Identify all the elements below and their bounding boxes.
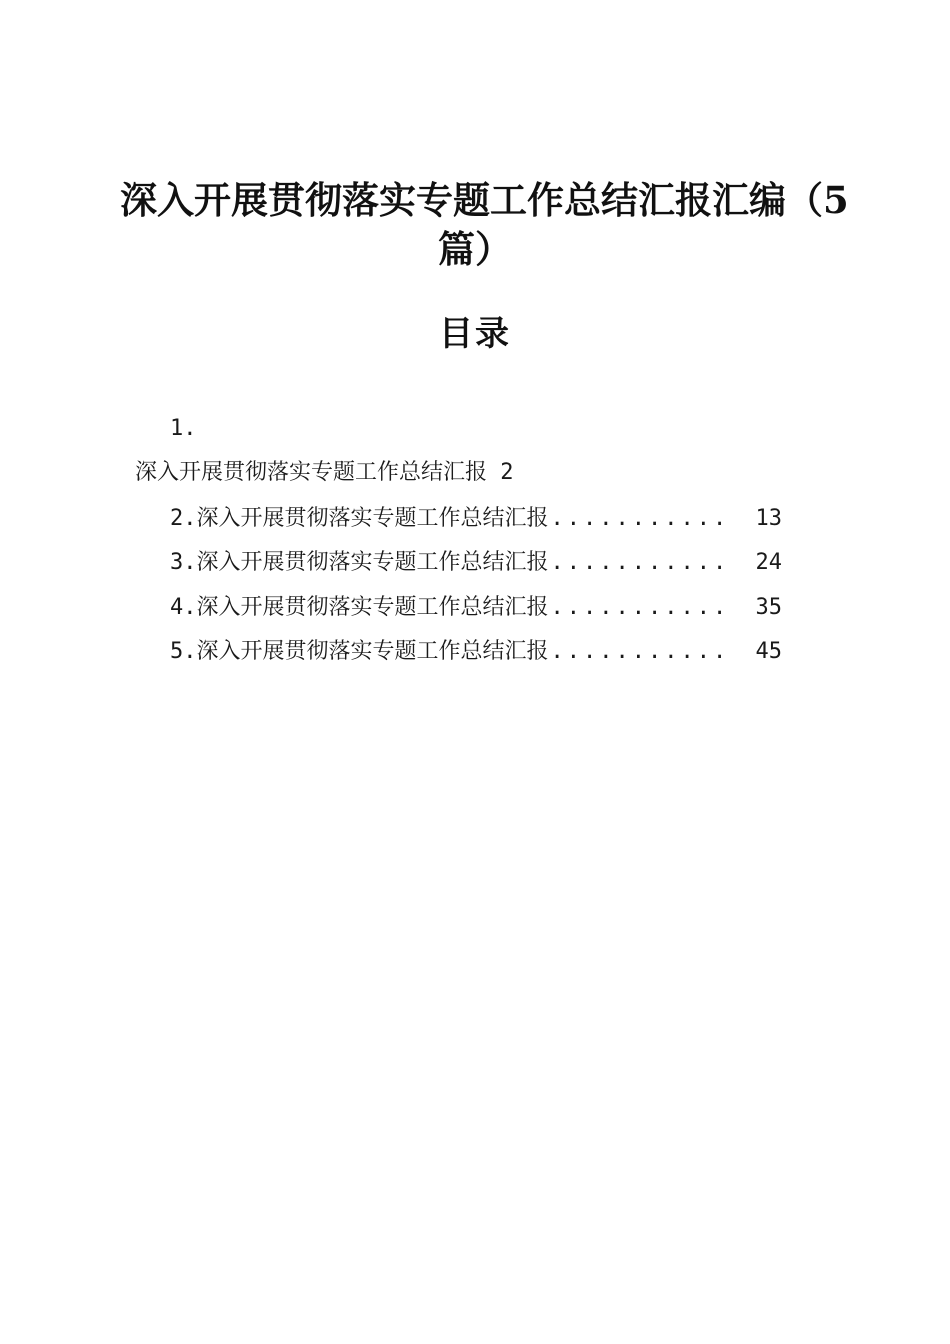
toc-entry-3[interactable] xyxy=(170,548,782,578)
toc-entry-page: 35 xyxy=(755,595,782,620)
toc-entry-page: 24 xyxy=(755,550,782,575)
toc-entry-1[interactable] xyxy=(135,458,514,488)
toc-entry-1-label: 深入开展贯彻落实专题工作总结汇报 xyxy=(135,460,488,485)
toc-entry-number: 4. xyxy=(170,595,197,620)
toc-entry-label: 深入开展贯彻落实专题工作总结汇报 xyxy=(196,639,549,664)
toc-entry-label: 深入开展贯彻落实专题工作总结汇报 xyxy=(196,506,549,531)
toc-entry-4[interactable] xyxy=(170,593,782,623)
toc-entry-2[interactable] xyxy=(170,504,782,534)
toc-entry-5[interactable] xyxy=(170,637,782,667)
toc-entry-1-number[interactable]: 1. xyxy=(170,416,197,441)
document-title-line-2: 篇） xyxy=(438,227,512,271)
toc-entry-number: 3. xyxy=(170,550,197,575)
toc-entry-1-page: 2 xyxy=(500,460,514,485)
toc-heading: 目录 xyxy=(439,314,511,354)
document-title-line-1: 深入开展贯彻落实专题工作总结汇报汇编（5 xyxy=(120,178,849,222)
toc-dot-leader: ........... xyxy=(550,506,730,531)
toc-entry-label: 深入开展贯彻落实专题工作总结汇报 xyxy=(196,550,549,575)
toc-entry-page: 13 xyxy=(755,506,782,531)
toc-entry-page: 45 xyxy=(755,639,782,664)
toc-dot-leader: ........... xyxy=(550,550,730,575)
toc-entry-label: 深入开展贯彻落实专题工作总结汇报 xyxy=(196,595,549,620)
toc-entry-number: 2. xyxy=(170,506,197,531)
toc-entry-number: 5. xyxy=(170,639,197,664)
toc-dot-leader: ........... xyxy=(550,595,730,620)
toc-dot-leader: ........... xyxy=(550,639,730,664)
